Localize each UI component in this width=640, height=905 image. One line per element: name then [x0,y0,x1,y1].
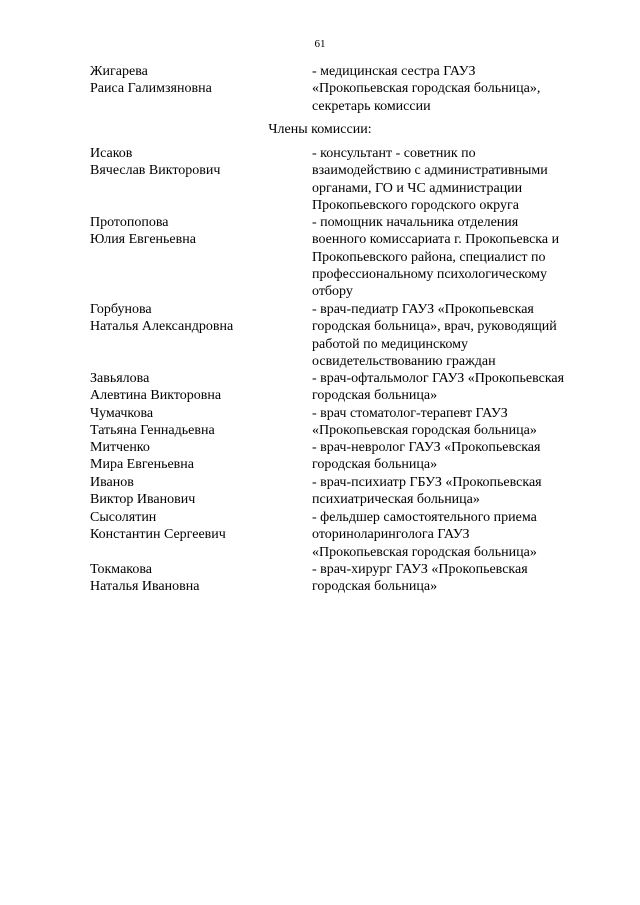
members-heading: Члены комиссии: [268,122,372,137]
role-line: городская больница» [312,579,438,595]
member-role [312,561,602,596]
given-names: Алевтина Викторовна [90,388,222,404]
role-line: - медицинская сестра ГАУЗ [312,64,476,79]
role-line: «Прокопьевская городская больница» [312,544,537,560]
role-line: отбору [312,284,353,300]
role-line: взаимодействию с административными [312,163,548,179]
role-line: освидетельствованию граждан [312,353,496,369]
given-names: Виктор Иванович [90,492,196,508]
member-name [90,405,300,440]
role-line: - консультант - советник по [312,146,476,161]
surname: Чумачкова [90,406,154,421]
member-role [312,145,602,214]
member-role [312,370,602,405]
role-line: оториноларинголога ГАУЗ [312,527,470,543]
role-line: городская больница», врач, руководящий [312,319,557,335]
given-names: Константин Сергеевич [90,527,226,543]
member-role [312,301,602,370]
role-line: Прокопьевского городского округа [312,197,519,213]
member-role [312,214,602,300]
role-line: профессиональному психологическому [312,266,548,282]
surname: Иванов [90,475,134,490]
given-names: Наталья Ивановна [90,579,200,595]
role-line: городская больница» [312,388,438,404]
member-name [90,561,300,596]
given-names: Татьяна Геннадьевна [90,423,215,439]
secretary-role [312,63,602,115]
member-role [312,509,602,561]
given-names: Наталья Александровна [90,319,234,335]
role-line: - врач стоматолог-терапевт ГАУЗ [312,406,508,421]
role-line: «Прокопьевская городская больница», [312,81,541,97]
surname: Сысолятин [90,510,157,525]
member-name [90,145,300,180]
role-line: работой по медицинскому [312,336,468,352]
member-name [90,439,300,474]
member-role [312,474,602,509]
surname: Исаков [90,146,133,161]
role-line: - врач-офтальмолог ГАУЗ «Прокопьевская [312,371,565,386]
member-name [90,301,300,336]
member-name [90,474,300,509]
role-line: «Прокопьевская городская больница» [312,423,537,439]
role-line: - помощник начальника отделения [312,215,519,230]
role-line: военного комиссариата г. Прокопьевска и [312,232,560,248]
surname: Митченко [90,440,150,455]
member-name [90,509,300,544]
given-names: Раиса Галимзяновна [90,81,212,97]
surname: Токмакова [90,562,153,577]
surname: Горбунова [90,302,152,317]
given-names: Вячеслав Викторович [90,163,221,179]
surname: Завьялова [90,371,150,386]
role-line: психиатрическая больница» [312,492,480,508]
surname: Протопопова [90,215,169,230]
role-line: городская больница» [312,457,438,473]
surname: Жигарева [90,64,148,79]
member-role [312,405,602,440]
secretary-name [90,63,300,98]
given-names: Мира Евгеньевна [90,457,194,473]
member-name [90,370,300,405]
role-line: секретарь комиссии [312,98,431,114]
role-line: Прокопьевского района, специалист по [312,249,546,265]
role-line: органами, ГО и ЧС администрации [312,180,523,196]
role-line: - фельдшер самостоятельного приема [312,510,537,525]
role-line: - врач-психиатр ГБУЗ «Прокопьевская [312,475,542,490]
member-name [90,214,300,249]
role-line: - врач-педиатр ГАУЗ «Прокопьевская [312,302,534,317]
given-names: Юлия Евгеньевна [90,232,196,248]
member-role [312,439,602,474]
page-number: 61 [314,38,326,50]
role-line: - врач-невролог ГАУЗ «Прокопьевская [312,440,541,455]
role-line: - врач-хирург ГАУЗ «Прокопьевская [312,562,528,577]
